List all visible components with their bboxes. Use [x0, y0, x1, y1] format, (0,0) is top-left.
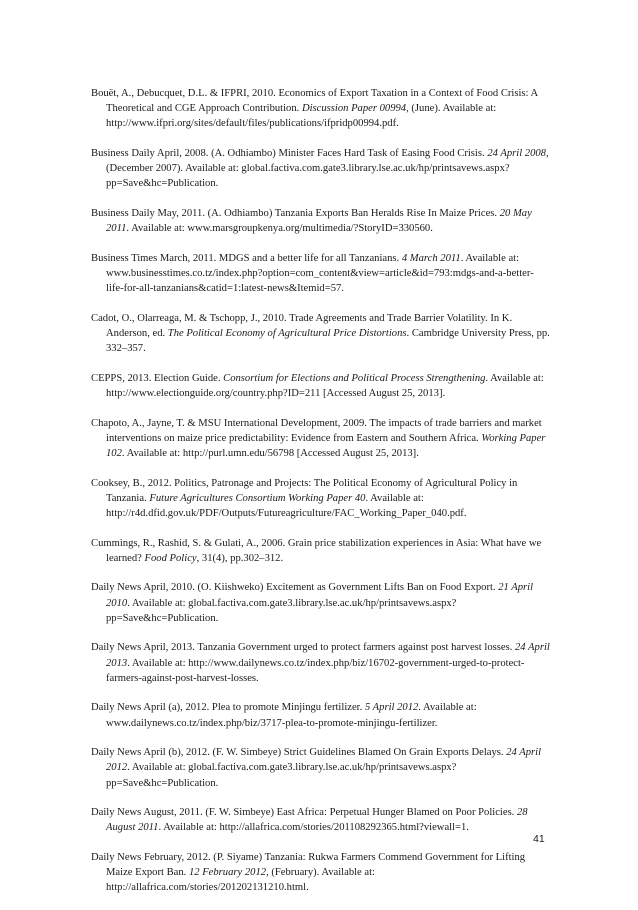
reference-entry: Daily News February, 2012. (P. Siyame) Tanzania: Rukwa Farmers Commend Government for Lifting Maize Export Ban. 12 February 2012, (February). Available at: http://allafrica.com/stories/201202131210.html. — [91, 851, 526, 894]
reference-entry: Daily News April (b), 2012. (F. W. Simbeye) Strict Guidelines Blamed On Grain Exports Delays. 24 April 2012. Available at: global.factiva.com.gate3.library.lse.ac.uk/hp/printsavews.aspx?pp=Save&hc=Publication. — [91, 747, 542, 789]
reference-entry: Daily News August, 2011. (F. W. Simbeye) East Africa: Perpetual Hunger Blamed on Poor Policies. 28 August 2011. Available at: http://allafrica.com/stories/201108292365.html?viewall=1. — [91, 807, 528, 834]
reference-entry: Cooksey, B., 2012. Politics, Patronage and Projects: The Political Economy of Agricultural Policy in Tanzania. Future Agricultures Consortium Working Paper 40. Available at: http://r4d.dfid.gov.uk/PDF/Outputs/Futureagriculture/FAC_Working_Paper_040.pdf. — [91, 477, 518, 519]
reference-entry: Cadot, O., Olarreaga, M. & Tschopp, J., 2010. Trade Agreements and Trade Barrier Volatility. In K. Anderson, ed. The Political Economy of Agricultural Price Distortions. Cambridge University Press, pp. 332–357. — [91, 312, 550, 355]
reference-entry: Daily News April, 2013. Tanzania Government urged to protect farmers against post harvest losses. 24 April 2013. Available at: http://www.dailynews.co.tz/index.php/biz/16702-government-urged-to-protect-farmers-against-post-harvest-losses. — [91, 642, 550, 684]
reference-list — [91, 86, 551, 910]
reference-entry: CEPPS, 2013. Election Guide. Consortium for Elections and Political Process Strengthening. Available at: http://www.electionguide.org/country.php?ID=211 [Accessed August 25, 2013]. — [91, 372, 544, 399]
reference-entry: Daily News April, 2010. (O. Kiishweko) Excitement as Government Lifts Ban on Food Export. 21 April 2010. Available at: global.factiva.com.gate3.library.lse.ac.uk/hp/printsavews.aspx?pp=Save&hc=Publication. — [91, 582, 534, 624]
reference-entry: Bouët, A., Debucquet, D.L. & IFPRI, 2010. Economics of Export Taxation in a Context of Food Crisis: A Theoretical and CGE Approach Contribution. Discussion Paper 00994, (June). Available at: http://www.ifpri.org/sites/default/files/publications/ifpridp00994.pdf. — [91, 88, 538, 130]
reference-entry: Business Daily April, 2008. (A. Odhiambo) Minister Faces Hard Task of Easing Food Crisis. 24 April 2008, (December 2007). Available at: global.factiva.com.gate3.library.lse.ac.uk/hp/printsavews.aspx?pp=Save&hc=Publication. — [91, 148, 549, 190]
reference-entry: Business Daily May, 2011. (A. Odhiambo) Tanzania Exports Ban Heralds Rise In Maize Prices. 20 May 2011. Available at: www.marsgroupkenya.org/multimedia/?StoryID=330560. — [91, 208, 532, 235]
reference-entry: Chapoto, A., Jayne, T. & MSU International Development, 2009. The impacts of trade barriers and market interventions on maize price predictability: Evidence from Eastern and Southern Africa. Working Paper 102. Available at: http://purl.umn.edu/56798 [Accessed August 25, 2013]. — [91, 417, 546, 459]
reference-entry: Daily News April (a), 2012. Plea to promote Minjingu fertilizer. 5 April 2012. Available at: www.dailynews.co.tz/index.php/biz/3717-plea-to-promote-minjingu-fertilizer. — [91, 702, 477, 729]
reference-entry: Business Times March, 2011. MDGS and a better life for all Tanzanians. 4 March 2011. Available at: www.businesstimes.co.tz/index.php?option=com_content&view=article&id=793:mdgs-and-a-better-life-for-all-tanzanians&catid=1:latest-news&Itemid=57. — [91, 252, 534, 295]
page-number: 41 — [533, 833, 545, 845]
reference-entry: Cummings, R., Rashid, S. & Gulati, A., 2006. Grain price stabilization experiences in Asia: What have we learned? Food Policy, 31(4), pp.302–312. — [91, 537, 542, 564]
